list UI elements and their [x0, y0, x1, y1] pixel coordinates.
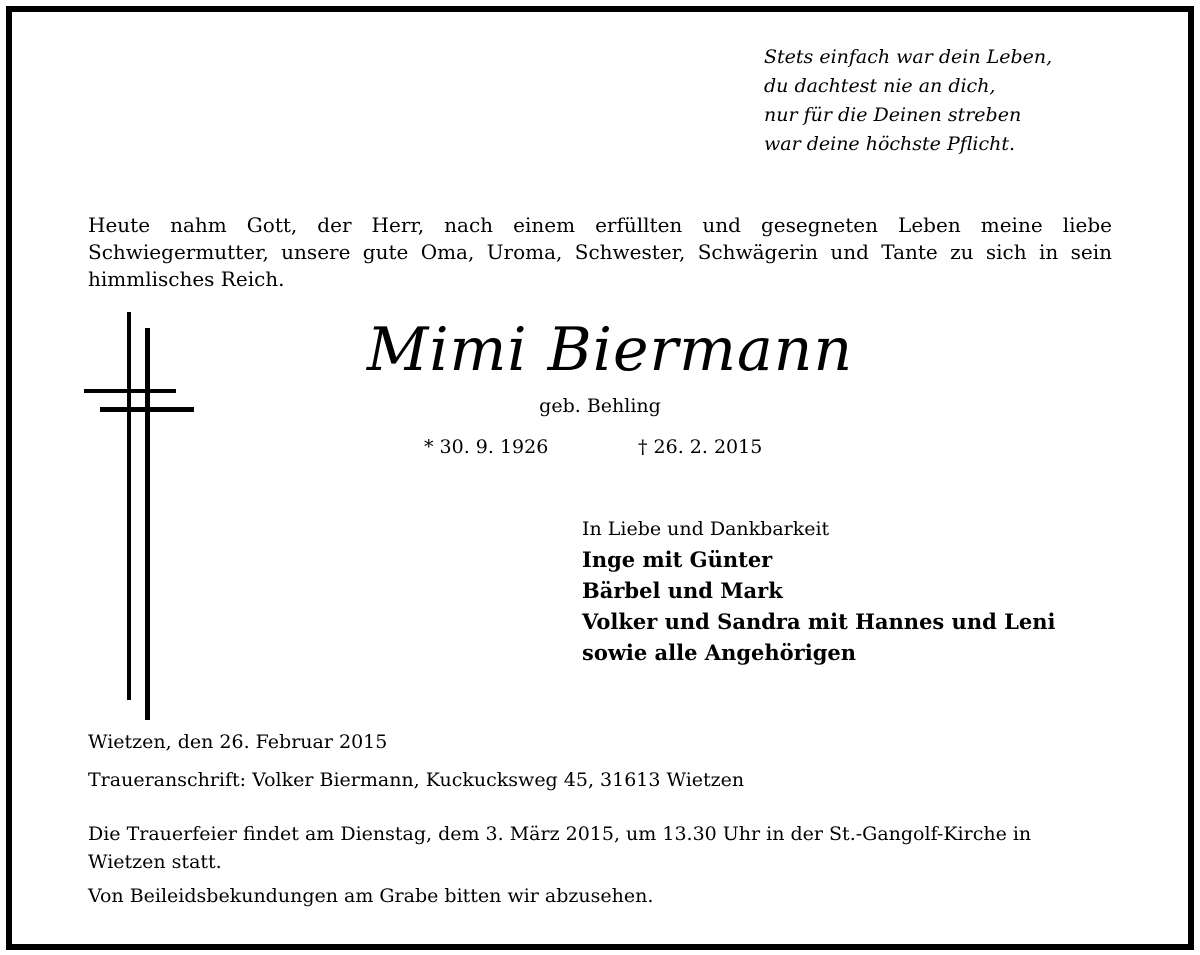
mourning-address: Traueranschrift: Volker Biermann, Kuckucksweg 45, 31613 Wietzen [88, 769, 745, 791]
condolences-note: Von Beileidsbekundungen am Grabe bitten wir abzusehen. [88, 885, 654, 907]
place-and-date: Wietzen, den 26. Februar 2015 [88, 731, 388, 753]
intro-text: Heute nahm Gott, der Herr, nach einem erfüllten und gesegneten Leben meine liebe Schwiegermutter, unsere gute Oma, Uroma, Schwester, Schwägerin und Tante zu sich in sein himmlisches Reich. [88, 213, 1112, 291]
cross-vertical-bar [127, 312, 131, 700]
poem-line: Stets einfach war dein Leben, [764, 46, 1053, 68]
mourner-name: Bärbel und Mark [582, 578, 783, 603]
poem-line: du dachtest nie an dich, [764, 75, 996, 97]
cross-horizontal-bar [84, 389, 176, 393]
signoff-intro: In Liebe und Dankbarkeit [582, 518, 830, 540]
deceased-name: Mimi Biermann [366, 315, 854, 385]
mourner-name: Volker und Sandra mit Hannes und Leni [582, 609, 1056, 634]
cross-horizontal-bar [100, 407, 194, 412]
death-date: † 26. 2. 2015 [638, 436, 763, 458]
mourner-name: sowie alle Angehörigen [582, 640, 857, 665]
memorial-poem [764, 43, 1144, 159]
poem-line: war deine höchste Pflicht. [764, 133, 1016, 155]
funeral-service-info: Die Trauerfeier findet am Dienstag, dem 3. März 2015, um 13.30 Uhr in der St.-Gangolf-Kirche in Wietzen statt. [88, 823, 1032, 873]
mourner-name: Inge mit Günter [582, 547, 773, 572]
poem-line: nur für die Deinen streben [764, 104, 1022, 126]
birth-date: * 30. 9. 1926 [424, 436, 549, 458]
maiden-name: geb. Behling [539, 395, 661, 417]
cross-vertical-bar [145, 328, 150, 720]
mourners-signoff [582, 514, 1142, 668]
